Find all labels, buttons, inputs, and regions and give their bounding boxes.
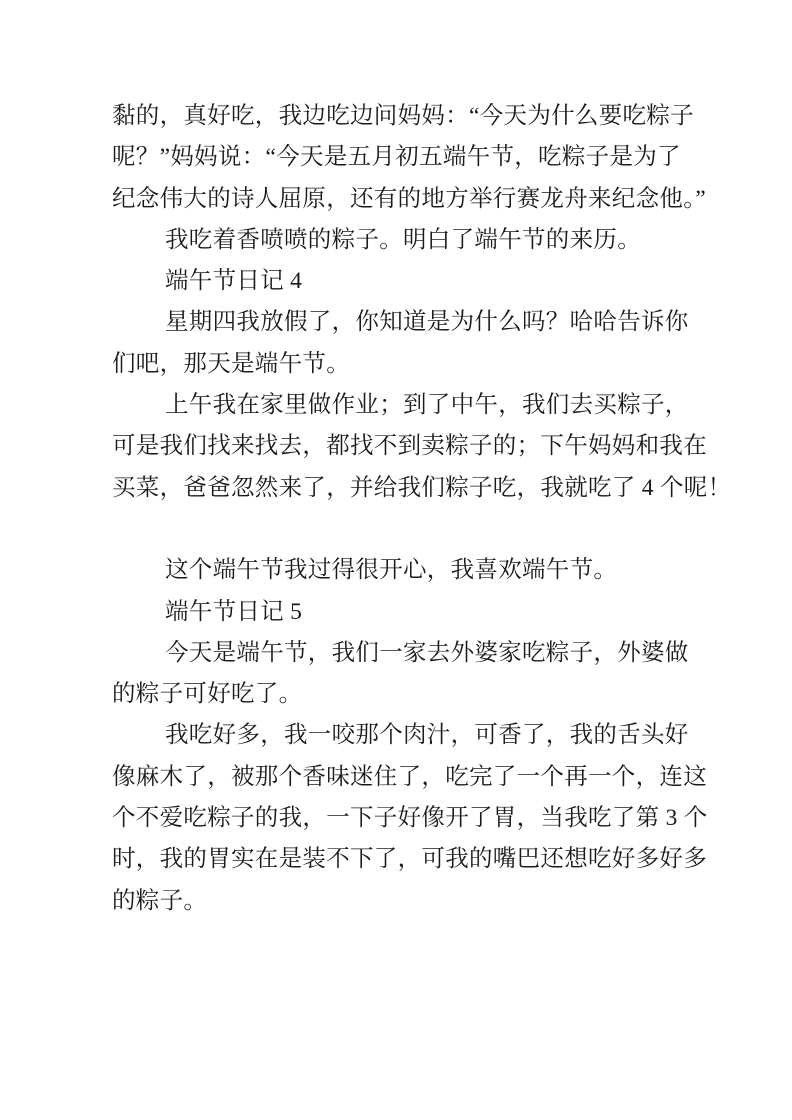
paragraph [112,509,712,550]
paragraph [112,550,712,591]
text-line: 纪念伟大的诗人屈原，还有的地方举行赛龙舟来纪念他。” [112,185,706,212]
text-line: 像麻木了，被那个香味迷住了，吃完了一个再一个，连这 [112,763,707,790]
paragraph [112,385,732,509]
text-line: 我吃好多，我一咬那个肉汁，可香了，我的舌头好 [165,722,689,749]
text-line: 黏的，真好吃，我边吃边问妈妈：“今天为什么要吃粽子 [112,103,694,129]
text-line: 端午节日记 4 [165,268,303,295]
text-line: 时，我的胃实在是装不下了，可我的嘴巴还想吃好多好多 [112,846,707,873]
text-line: 呢？”妈妈说：“今天是五月初五端午节，吃粽子是为了 [112,144,681,171]
text-line [112,509,712,550]
text-line: 星期四我放假了，你知道是为什么吗？哈哈告诉你 [165,309,689,336]
paragraph [112,592,712,633]
paragraph [112,633,712,716]
text-line: 可是我们找来找去，都找不到卖粽子的；下午妈妈和我在 [112,433,707,460]
paragraph [112,220,712,261]
text-line: 上午我在家里做作业；到了中午，我们去买粽子， [165,392,689,419]
paragraph [112,302,712,385]
text-line: 端午节日记 5 [165,598,303,625]
text-line: 们吧，那天是端午节。 [112,350,350,377]
document-body [112,96,732,922]
paragraph [112,261,712,302]
text-line: 的粽子。 [112,887,208,914]
text-line: 这个端午节我过得很开心，我喜欢端午节。 [165,557,618,584]
text-line: 个不爱吃粽子的我，一下子好像开了胃，当我吃了第 3 个 [112,805,708,832]
paragraph [112,96,712,220]
text-line: 今天是端午节，我们一家去外婆家吃粽子，外婆做 [165,639,689,666]
text-line: 的粽子可好吃了。 [112,681,303,708]
text-line: 我吃着香喷喷的粽子。明白了端午节的来历。 [165,226,641,253]
paragraph [112,715,712,921]
text-line: 买菜，爸爸忽然来了，并给我们粽子吃，我就吃了 4 个呢！ [112,474,732,501]
